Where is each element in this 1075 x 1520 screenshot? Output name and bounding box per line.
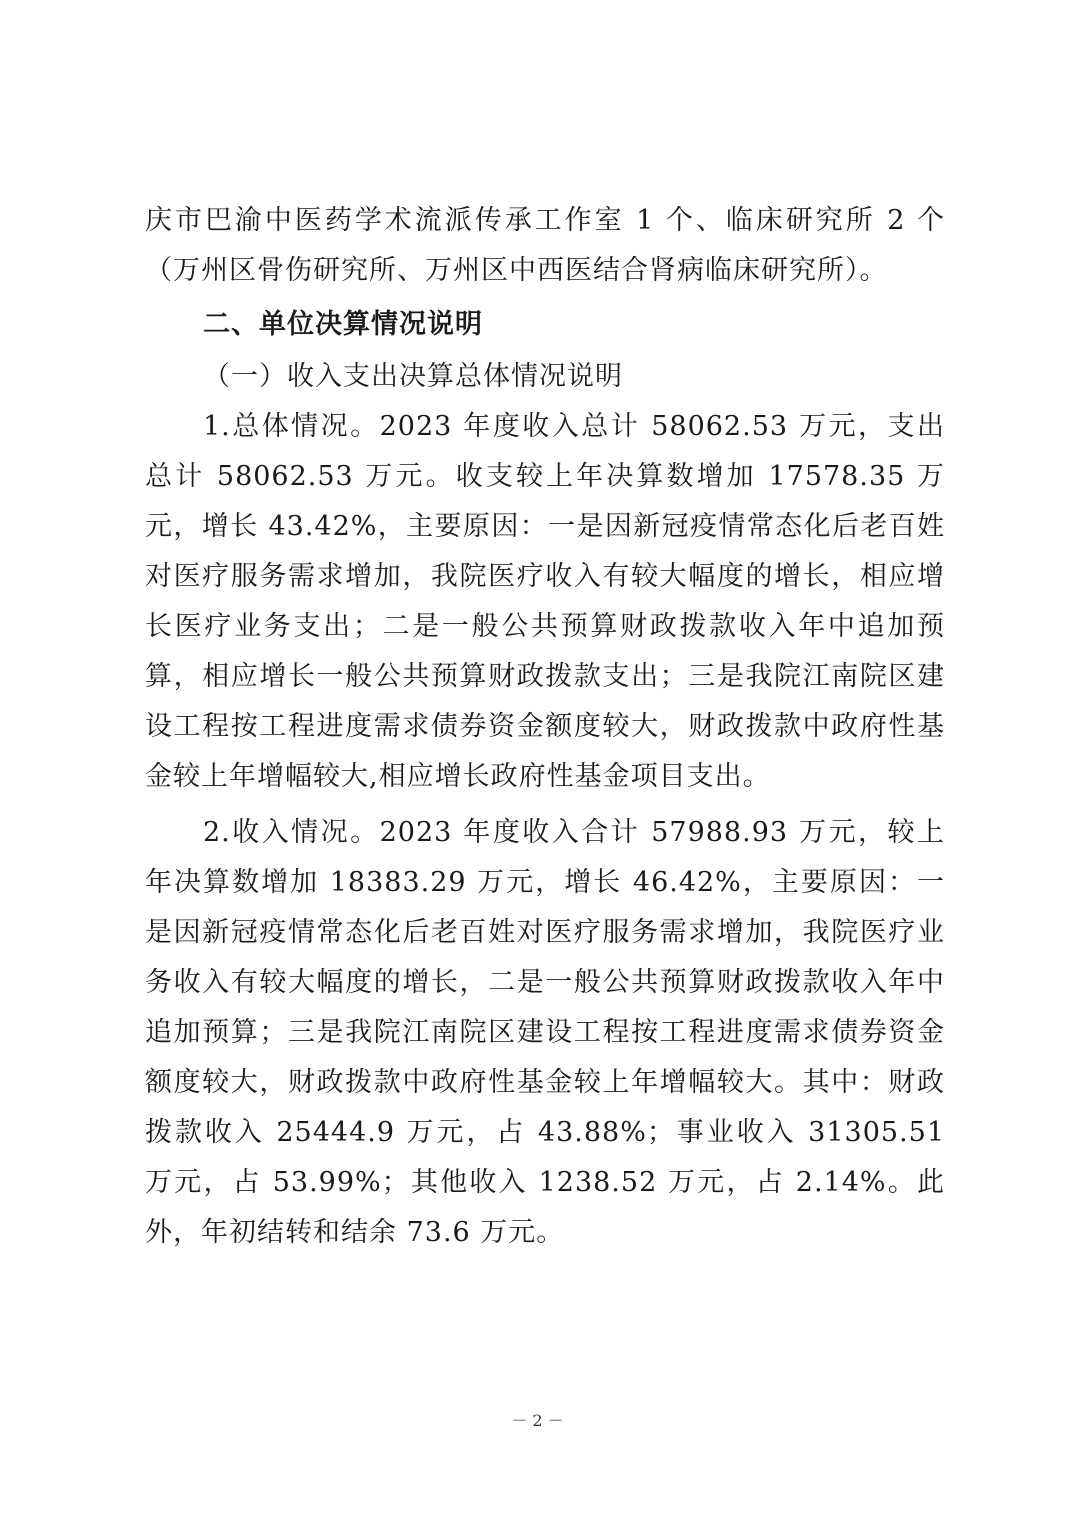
paragraph-income: 2.收入情况。2023 年度收入合计 57988.93 万元，较上年决算数增加 18383.29 万元，增长 46.42%，主要原因：一是因新冠疫情常态化后老百姓对医疗服务需求增加，我院医疗业务收入有较大幅度的增长，二是一般公共预算财政拨款收入年中追加预算；三是我院江南院区建设工程按工程进度需求债券资金额度较大，财政拨款中政府性基金较上年增幅较大。其中：财政拨款收入 25444.9 万元，占 43.88%；事业收入 31305.51 万元，占 53.99%；其他收入 1238.52 万元，占 2.14%。此外，年初结转和结余 73.6 万元。	[145, 817, 945, 1248]
subsection-heading: （一）收入支出决算总体情况说明	[203, 361, 623, 392]
section-heading: 二、单位决算情况说明	[203, 309, 483, 340]
document-body	[145, 196, 945, 1258]
continuation-paragraph: 庆市巴渝中医药学术流派传承工作室 1 个、临床研究所 2 个（万州区骨伤研究所、万州区中西医结合肾病临床研究所）。	[145, 205, 945, 286]
page-number: － 2 －	[511, 1411, 564, 1430]
paragraph-overall: 1.总体情况。2023 年度收入总计 58062.53 万元，支出总计 58062.53 万元。收支较上年决算数增加 17578.35 万元，增长 43.42%，主要原因：一是因新冠疫情常态化后老百姓对医疗服务需求增加，我院医疗收入有较大幅度的增长，相应增长医疗业务支出；二是一般公共预算财政拨款收入年中追加预算，相应增长一般公共预算财政拨款支出；三是我院江南院区建设工程按工程进度需求债券资金额度较大，财政拨款中政府性基金较上年增幅较大,相应增长政府性基金项目支出。	[145, 411, 945, 792]
